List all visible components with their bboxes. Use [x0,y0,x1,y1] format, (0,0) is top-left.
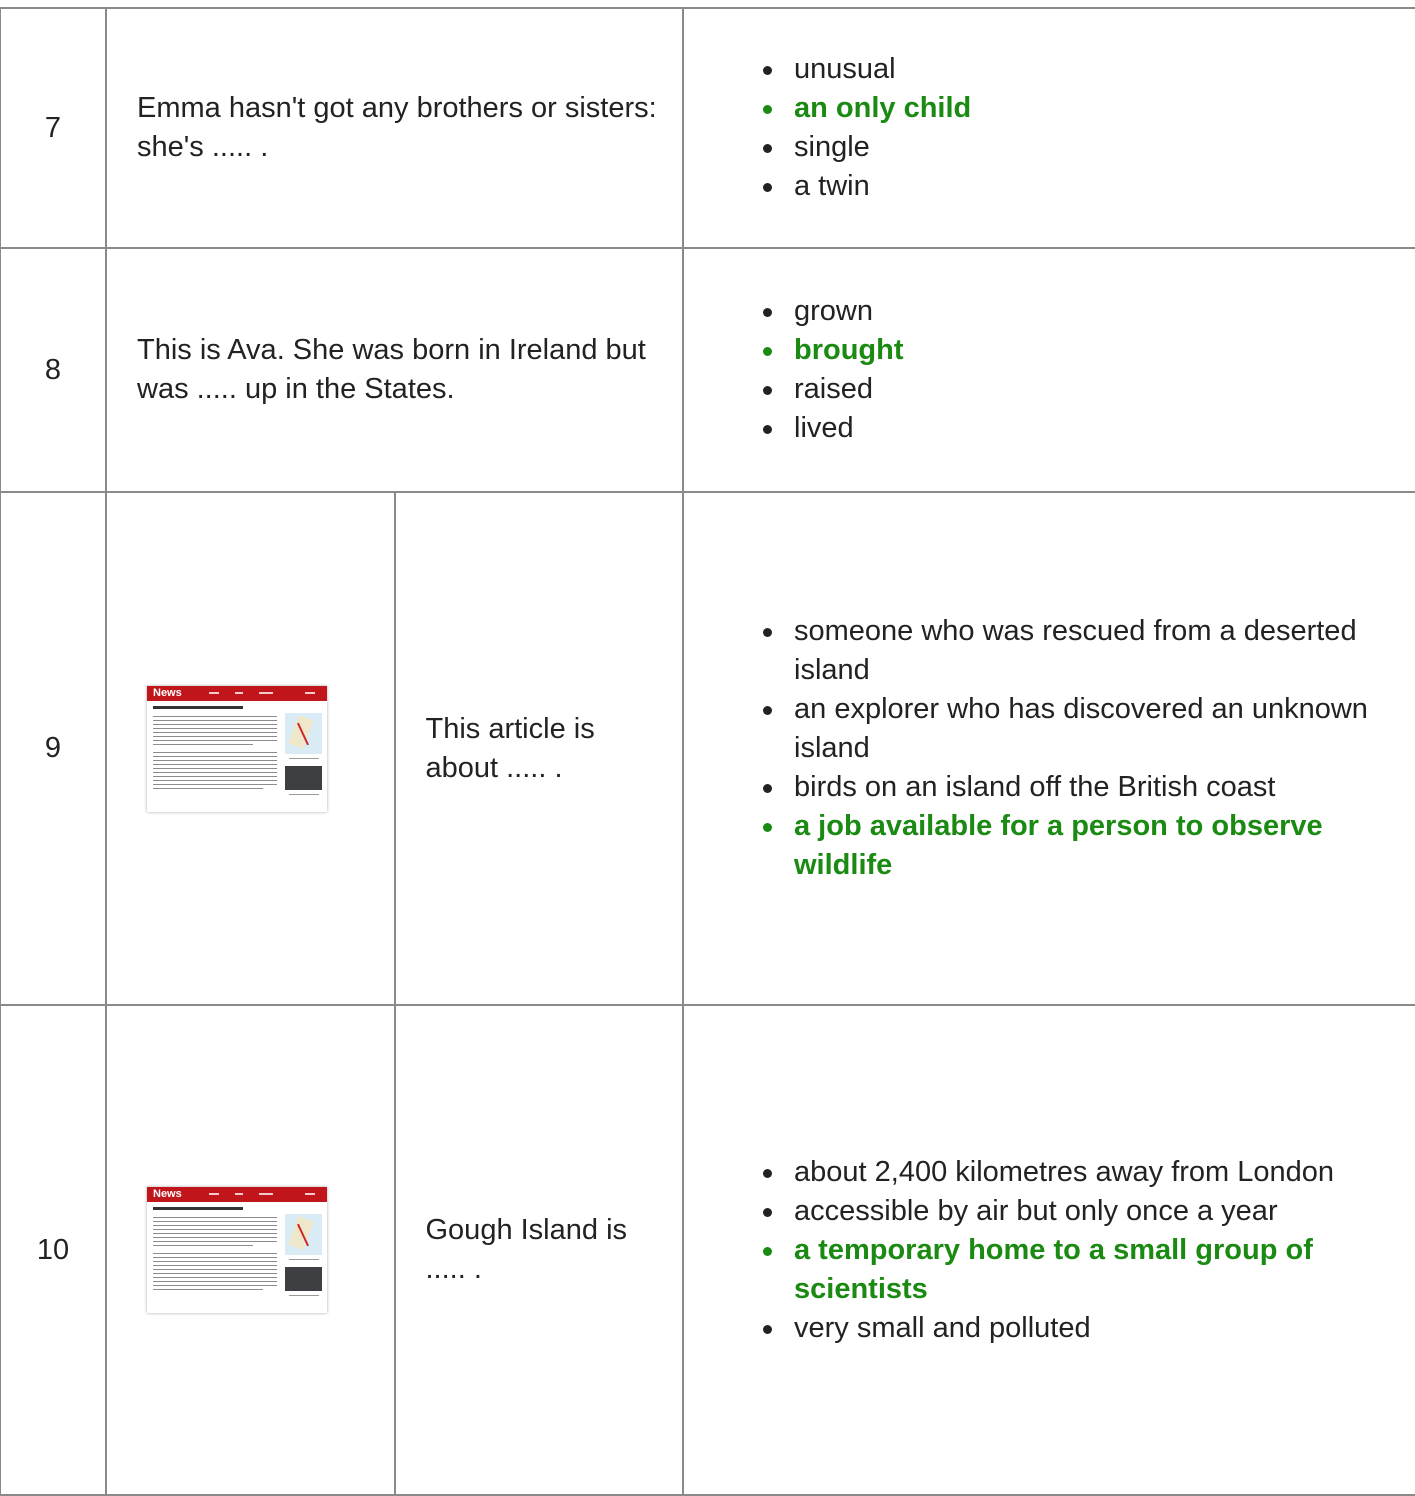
option-item[interactable]: a twin [756,167,1395,206]
photo-image [285,1267,322,1291]
photo-image [285,766,322,790]
option-item[interactable]: accessible by air but only once a year [756,1192,1395,1231]
news-article-thumbnail[interactable] [147,1187,327,1313]
article-headline [153,706,243,709]
options-cell [683,1005,1415,1495]
news-logo: News [153,686,182,699]
option-item[interactable]: very small and polluted [756,1309,1395,1348]
question-prompt: This article is about ..... . [395,492,684,1005]
question-prompt: Gough Island is ..... . [395,1005,684,1495]
article-thumbnail-cell [106,492,395,1005]
correct-option-item[interactable]: a job available for a person to observe wildlife [756,807,1395,885]
options-list [756,612,1395,885]
question-number: 8 [0,248,106,492]
options-cell [683,248,1415,492]
option-item[interactable]: an explorer who has discovered an unknown island [756,690,1395,768]
option-item[interactable]: grown [756,292,1395,331]
options-cell [683,492,1415,1005]
question-text: This is Ava. She was born in Ireland but was ..... up in the States. [106,248,683,492]
option-item[interactable]: lived [756,409,1395,448]
news-logo: News [153,1188,182,1200]
correct-option-item[interactable]: brought [756,331,1395,370]
news-header-bar [147,686,327,701]
option-item[interactable]: raised [756,370,1395,409]
map-image [285,1214,322,1255]
quiz-table [0,7,1415,1496]
correct-option-item[interactable]: a temporary home to a small group of scientists [756,1231,1395,1309]
question-number: 10 [0,1005,106,1495]
question-row-9 [0,492,1415,1005]
map-image [285,713,322,754]
article-headline [153,1207,243,1210]
question-row-7 [0,8,1415,248]
question-row-8 [0,248,1415,492]
option-item[interactable]: unusual [756,50,1395,89]
question-number: 9 [0,492,106,1005]
article-thumbnail-cell [106,1005,395,1495]
correct-option-item[interactable]: an only child [756,89,1395,128]
option-item[interactable]: birds on an island off the British coast [756,768,1395,807]
question-row-10 [0,1005,1415,1495]
options-cell [683,8,1415,248]
option-item[interactable]: about 2,400 kilometres away from London [756,1153,1395,1192]
options-list [756,1153,1395,1348]
question-text: Emma hasn't got any brothers or sisters: she's ..... . [106,8,683,248]
options-list [756,292,1395,448]
option-item[interactable]: single [756,128,1395,167]
news-header-bar [147,1187,327,1202]
news-article-thumbnail[interactable] [147,686,327,812]
option-item[interactable]: someone who was rescued from a deserted island [756,612,1395,690]
options-list [756,50,1395,206]
question-number: 7 [0,8,106,248]
